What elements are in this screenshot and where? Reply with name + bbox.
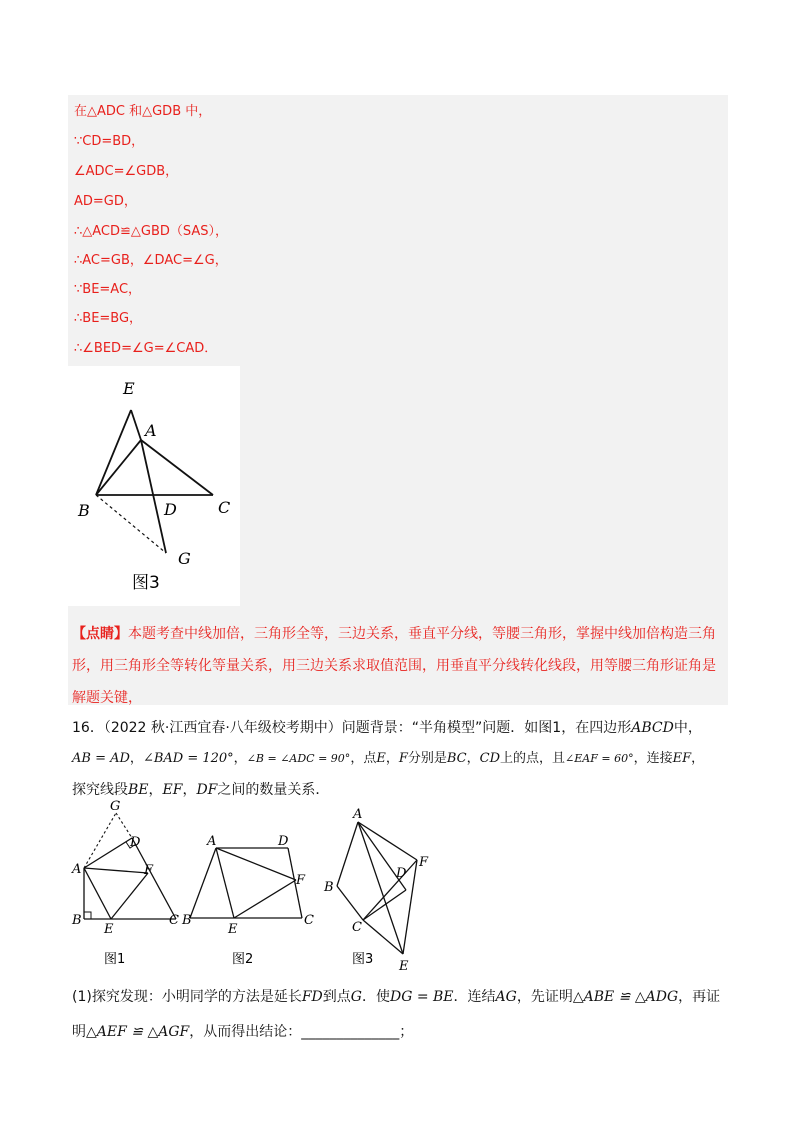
- solution-line: ∠ADC=∠GDB，: [74, 164, 179, 179]
- part1-line-1: [72, 986, 732, 1006]
- math-expression: ABCD: [631, 720, 674, 736]
- question-text: ，连接: [633, 751, 673, 766]
- point-label: A: [207, 834, 217, 849]
- point-label: A: [72, 862, 82, 877]
- question-line-1: [72, 717, 732, 737]
- comment-paragraph: [72, 618, 722, 714]
- question-text: ，: [182, 782, 197, 798]
- point-label: E: [399, 959, 409, 974]
- question-text: 明: [72, 1024, 86, 1040]
- question-text: ，: [148, 782, 163, 798]
- question-text: ，点: [350, 751, 377, 766]
- math-expression: F: [398, 751, 408, 766]
- figure-3: [323, 807, 429, 974]
- solution-line: ∵CD=BD，: [74, 134, 145, 149]
- question-text: 中，: [673, 720, 702, 736]
- question-text: ．使: [361, 989, 390, 1005]
- question-text: 分别是: [407, 751, 447, 766]
- figure-caption: 图1: [104, 952, 126, 967]
- question-line-3: [72, 779, 732, 799]
- point-label: G: [178, 549, 191, 568]
- point-label: D: [278, 834, 289, 849]
- triangle-diagram: [68, 366, 240, 606]
- question-text: 探究线段: [72, 782, 128, 798]
- point-label: E: [228, 922, 238, 937]
- math-expression: CD: [479, 751, 501, 766]
- question-text: ，: [691, 751, 705, 766]
- question-text: 上的点，且: [500, 751, 566, 766]
- question-figures: [66, 800, 436, 980]
- solution-figure-3: [68, 366, 240, 606]
- figure-2: [181, 834, 314, 967]
- solution-line: ∴BE=BG，: [74, 311, 143, 326]
- math-expression: △AEF ≌ △AGF: [86, 1024, 190, 1040]
- comment-tag: 【点睛】: [72, 626, 128, 642]
- point-label: E: [123, 379, 135, 398]
- question-text: 之间的数量关系．: [217, 782, 330, 798]
- answer-blank[interactable]: ______________: [301, 1024, 400, 1040]
- solution-line: AD=GD，: [74, 194, 137, 209]
- math-expression: △ABE ≌ △ADG: [572, 989, 679, 1005]
- solution-line: ∴∠BED=∠G=∠CAD．: [74, 341, 218, 356]
- point-label: B: [72, 913, 82, 928]
- comment-text: 本题考查中线加倍，三角形全等，三边关系，垂直平分线，等腰三角形，掌握中线加倍构造三角形，用三角形全等转化等量关系，用三边关系求取值范围，用垂直平分线转化线段，用等腰三角形证角是解题关键，: [72, 626, 716, 706]
- question-text: ．连结: [453, 989, 496, 1005]
- point-label: D: [396, 866, 407, 881]
- question-text: 到点: [322, 989, 351, 1005]
- point-label: C: [352, 920, 362, 935]
- point-label: F: [419, 855, 429, 870]
- point-label: C: [304, 913, 314, 928]
- math-expression: EF: [672, 751, 692, 766]
- point-label: D: [130, 835, 141, 850]
- math-expression: FD: [301, 989, 323, 1005]
- point-label: F: [296, 873, 306, 888]
- point-label: E: [104, 922, 114, 937]
- math-expression: AB = AD: [72, 751, 130, 766]
- figure-caption: 图2: [232, 952, 254, 967]
- solution-line: 在△ADC 和△GDB 中，: [74, 104, 212, 119]
- question-text: ，从而得出结论：: [189, 1024, 302, 1040]
- point-label: C: [218, 498, 231, 517]
- solution-line: ∵BE=AC，: [74, 282, 142, 297]
- question-text: (1)探究发现：小明同学的方法是延长: [72, 989, 302, 1005]
- point-label: G: [110, 800, 121, 814]
- point-label: B: [324, 880, 334, 895]
- point-label: B: [78, 501, 90, 520]
- question-text: ，: [385, 751, 399, 766]
- math-expression: ∠EAF = 60°: [565, 752, 634, 765]
- point-label: F: [144, 863, 154, 878]
- question-line-2: [72, 747, 732, 766]
- math-expression: G: [350, 989, 362, 1005]
- math-expression: ∠BAD = 120°: [142, 751, 234, 766]
- figure-1: [71, 800, 179, 967]
- question-text: ，再证: [678, 989, 721, 1005]
- solution-line: ∴△ACD≌△GBD（SAS），: [74, 224, 229, 239]
- point-label: B: [182, 913, 192, 928]
- question-text: ，先证明: [516, 989, 573, 1005]
- math-expression: E: [376, 751, 386, 766]
- question-text: ，: [466, 751, 480, 766]
- point-label: A: [353, 807, 363, 822]
- solution-line: ∴AC=GB，∠DAC=∠G，: [74, 253, 228, 268]
- part1-line-2: [72, 1021, 732, 1041]
- math-expression: AG: [495, 989, 517, 1005]
- question-text: ，: [129, 751, 143, 766]
- math-expression: ∠B = ∠ADC = 90°: [246, 752, 351, 765]
- math-expression: EF: [162, 782, 183, 798]
- point-label: A: [145, 421, 157, 440]
- math-expression: BC: [446, 751, 467, 766]
- question-text: ；: [399, 1024, 414, 1040]
- figure-caption: 图3: [352, 952, 374, 967]
- math-expression: BE: [128, 782, 149, 798]
- question-text: 16．（2022 秋·江西宜春·八年级校考期中）问题背景：“半角模型”问题．如图1，在四边形: [72, 720, 632, 736]
- point-label: D: [164, 500, 177, 519]
- math-expression: DG = BE: [389, 989, 454, 1005]
- figure-caption: 图3: [132, 573, 160, 593]
- math-expression: DF: [196, 782, 218, 798]
- point-label: C: [169, 913, 179, 928]
- question-text: ，: [233, 751, 247, 766]
